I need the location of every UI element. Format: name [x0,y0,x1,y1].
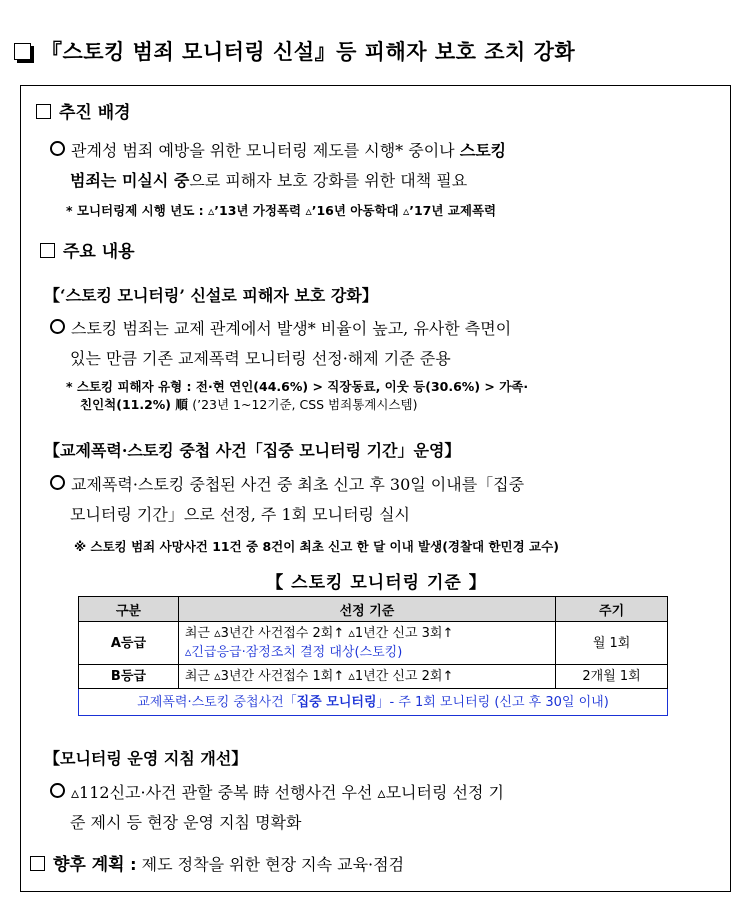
background-paragraph [50,136,730,196]
stalking-paragraph [50,314,730,374]
table-row [79,622,668,665]
para-text: 모니터링 기간」으로 선정, 주 1회 모니터링 실시 [70,505,410,524]
table-footer-row [79,689,668,716]
table-row [79,665,668,689]
square-bullet-icon [30,856,45,871]
header-grade: 구분 [79,597,179,622]
para-text: 으로 피해자 보호 강화를 위한 대책 필요 [189,171,468,190]
death-case-note: ※ 스토킹 범죄 사망사건 11건 중 8건이 최초 신고 한 달 이내 발생(경찰대 한민경 교수) [74,539,559,554]
header-period: 주기 [556,597,668,622]
intensive-paragraph [50,470,730,530]
bold-text: 범죄는 미실시 중 [70,171,190,190]
colon-text: : [124,855,137,874]
subheading-intensive-monitoring: 【교제폭력·스토킹 중첩 사건「집중 모니터링 기간」운영】 [44,441,461,460]
header-criteria: 선정 기준 [178,597,555,622]
criteria-b: 최근 ▵3년간 사건접수 1회↑ ▵1년간 신고 2회↑ [178,665,555,689]
criteria-line: 최근 ▵3년간 사건접수 2회↑ ▵1년간 신고 3회↑ [184,626,454,641]
grade-a: A등급 [79,622,179,665]
para-text: 스토킹 범죄는 교제 관계에서 발생* 비율이 높고, 유사한 측면이 [71,319,512,338]
section-background-heading [36,98,131,123]
heading-text: 추진 배경 [59,103,131,123]
checkbox-icon [14,43,31,60]
table-header-row [79,597,668,622]
circle-bullet-icon [50,475,65,490]
period-b: 2개월 1회 [556,665,668,689]
para-text: 제도 정착을 위한 현장 지속 교육·점검 [136,855,405,874]
para-text: 있는 만큼 기존 교제폭력 모니터링 선정·해제 기준 준용 [70,349,451,368]
document-title [14,34,575,68]
monitoring-criteria-table [78,596,668,716]
table-title: 【 스토킹 모니터링 기준 】 [266,573,487,593]
bold-text: 스토킹 [459,141,507,160]
para-text: 관계성 범죄 예방을 위한 모니터링 제도를 시행* 중이나 [71,141,455,160]
para-text: 교제폭력·스토킹 중첩된 사건 중 최초 신고 후 30일 이내를「집중 [71,475,525,494]
criteria-line: ▵긴급응급·잠정조치 결정 대상(스토킹) [184,645,403,660]
circle-bullet-icon [50,319,65,334]
para-text: 준 제시 등 현장 운영 지침 명확화 [70,813,302,832]
period-a: 월 1회 [556,622,668,665]
footer-bold: 집중 모니터링 [296,694,377,710]
square-bullet-icon [40,243,55,258]
victim-type-note [66,378,736,414]
footer-text: 교제폭력·스토킹 중첩사건「 [137,694,297,710]
note-line: 친인척(11.2%) 順 [80,397,188,412]
square-bullet-icon [36,104,51,119]
future-plan [30,850,730,880]
section-main-heading [40,237,135,262]
grade-b: B등급 [79,665,179,689]
subheading-guideline: 【모니터링 운영 지침 개선】 [44,749,248,768]
note-line: * 스토킹 피해자 유형 : 전·현 연인(44.6%) > 직장동료, 이웃 등(30.6%) > 가족· [66,379,529,394]
monitoring-year-note: * 모니터링제 시행 년도 : ▵’13년 가정폭력 ▵’16년 아동학대 ▵’17년 교제폭력 [66,203,497,218]
circle-bullet-icon [50,783,65,798]
table-footer [79,689,668,716]
subheading-stalking-monitoring: 【‘스토킹 모니터링’ 신설로 피해자 보호 강화】 [44,286,378,305]
circle-bullet-icon [50,141,65,156]
heading-text: 향후 계획 [53,855,125,875]
para-text: ▵112신고·사건 관할 중복 時 선행사건 우선 ▵모니터링 선정 기 [71,783,504,802]
guideline-paragraph [50,778,730,838]
footer-text: 」- 주 1회 모니터링 (신고 후 30일 이내) [376,694,609,710]
title-text: 『스토킹 범죄 모니터링 신설』등 피해자 보호 조치 강화 [41,40,576,64]
criteria-a [178,622,555,665]
heading-text: 주요 내용 [63,242,135,262]
note-source: (’23년 1~12기준, CSS 범죄통계시스템) [192,397,418,412]
